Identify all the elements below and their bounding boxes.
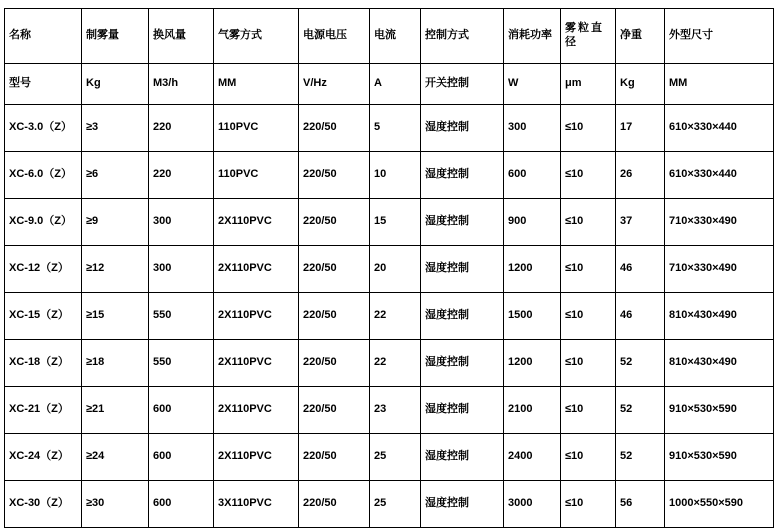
cell-power: 1500 — [504, 293, 561, 340]
cell-power: 600 — [504, 152, 561, 199]
cell-current: 5 — [370, 105, 421, 152]
cell-fog-mode: 2X110PVC — [214, 199, 299, 246]
header-cell-fog-output-label: 制雾量 — [86, 29, 119, 42]
cell-net-weight: 56 — [616, 481, 665, 528]
table-row — [5, 246, 774, 293]
cell-air-volume: 220 — [149, 152, 214, 199]
cell-dimensions: 1000×550×590 — [665, 481, 774, 528]
cell-power: 1200 — [504, 340, 561, 387]
header-cell-control-mode: 控制方式 — [421, 9, 504, 64]
cell-current: 25 — [370, 434, 421, 481]
cell-model: XC-18（Z） — [5, 340, 82, 387]
cell-fog-mode: 2X110PVC — [214, 246, 299, 293]
cell-air-volume: 600 — [149, 387, 214, 434]
cell-fog-mode: 110PVC — [214, 152, 299, 199]
cell-droplet-diameter: ≤10 — [561, 152, 616, 199]
cell-net-weight: 46 — [616, 246, 665, 293]
cell-model: XC-15（Z） — [5, 293, 82, 340]
cell-model: XC-6.0（Z） — [5, 152, 82, 199]
cell-droplet-diameter: ≤10 — [561, 387, 616, 434]
cell-control-mode: 湿度控制 — [421, 152, 504, 199]
units-cell-droplet-diameter: μm — [561, 64, 616, 105]
cell-voltage: 220/50 — [299, 199, 370, 246]
cell-control-mode: 湿度控制 — [421, 387, 504, 434]
header-cell-dimensions: 外型尺寸 — [665, 9, 774, 64]
cell-control-mode: 湿度控制 — [421, 481, 504, 528]
header-cell-air-volume — [149, 9, 214, 64]
cell-power: 3000 — [504, 481, 561, 528]
cell-current: 25 — [370, 481, 421, 528]
header-cell-net-weight: 净重 — [616, 9, 665, 64]
cell-model: XC-30（Z） — [5, 481, 82, 528]
table-row — [5, 105, 774, 152]
cell-current: 23 — [370, 387, 421, 434]
cell-dimensions: 710×330×490 — [665, 246, 774, 293]
cell-dimensions: 610×330×440 — [665, 152, 774, 199]
cell-power: 2400 — [504, 434, 561, 481]
table-row — [5, 293, 774, 340]
cell-control-mode: 湿度控制 — [421, 199, 504, 246]
header-cell-current: 电流 — [370, 9, 421, 64]
header-cell-fog-output — [82, 9, 149, 64]
cell-power: 1200 — [504, 246, 561, 293]
cell-fog-output: ≥30 — [82, 481, 149, 528]
cell-dimensions: 710×330×490 — [665, 199, 774, 246]
cell-power: 900 — [504, 199, 561, 246]
cell-dimensions: 610×330×440 — [665, 105, 774, 152]
cell-net-weight: 37 — [616, 199, 665, 246]
cell-control-mode: 湿度控制 — [421, 105, 504, 152]
cell-current: 10 — [370, 152, 421, 199]
table-row — [5, 152, 774, 199]
cell-air-volume: 550 — [149, 340, 214, 387]
cell-model: XC-24（Z） — [5, 434, 82, 481]
cell-current: 22 — [370, 340, 421, 387]
cell-air-volume: 600 — [149, 481, 214, 528]
cell-current: 15 — [370, 199, 421, 246]
cell-air-volume: 550 — [149, 293, 214, 340]
header-cell-droplet-diameter — [561, 9, 616, 64]
table-row — [5, 434, 774, 481]
units-cell-control-mode: 开关控制 — [421, 64, 504, 105]
cell-droplet-diameter: ≤10 — [561, 340, 616, 387]
cell-voltage: 220/50 — [299, 152, 370, 199]
cell-fog-output: ≥24 — [82, 434, 149, 481]
cell-droplet-diameter: ≤10 — [561, 246, 616, 293]
cell-fog-output: ≥6 — [82, 152, 149, 199]
table-row — [5, 340, 774, 387]
cell-air-volume: 600 — [149, 434, 214, 481]
cell-fog-output: ≥3 — [82, 105, 149, 152]
cell-droplet-diameter: ≤10 — [561, 434, 616, 481]
cell-fog-mode: 2X110PVC — [214, 340, 299, 387]
units-cell-air-volume: M3/h — [149, 64, 214, 105]
cell-voltage: 220/50 — [299, 105, 370, 152]
cell-voltage: 220/50 — [299, 434, 370, 481]
units-cell-dimensions: MM — [665, 64, 774, 105]
header-cell-voltage: 电源电压 — [299, 9, 370, 64]
cell-control-mode: 湿度控制 — [421, 340, 504, 387]
table-row — [5, 481, 774, 528]
cell-voltage: 220/50 — [299, 387, 370, 434]
cell-voltage: 220/50 — [299, 293, 370, 340]
table-header-row — [5, 9, 774, 64]
cell-power: 2100 — [504, 387, 561, 434]
cell-dimensions: 810×430×490 — [665, 293, 774, 340]
cell-net-weight: 52 — [616, 340, 665, 387]
cell-net-weight: 26 — [616, 152, 665, 199]
cell-dimensions: 910×530×590 — [665, 387, 774, 434]
cell-model: XC-21（Z） — [5, 387, 82, 434]
header-cell-name: 名称 — [5, 9, 82, 64]
cell-fog-mode: 110PVC — [214, 105, 299, 152]
cell-net-weight: 52 — [616, 387, 665, 434]
units-cell-power: W — [504, 64, 561, 105]
cell-fog-output: ≥9 — [82, 199, 149, 246]
cell-fog-output: ≥12 — [82, 246, 149, 293]
cell-net-weight: 17 — [616, 105, 665, 152]
table-units-row — [5, 64, 774, 105]
units-cell-voltage: V/Hz — [299, 64, 370, 105]
cell-fog-mode: 3X110PVC — [214, 481, 299, 528]
table-row — [5, 199, 774, 246]
cell-droplet-diameter: ≤10 — [561, 105, 616, 152]
cell-model: XC-9.0（Z） — [5, 199, 82, 246]
cell-fog-mode: 2X110PVC — [214, 293, 299, 340]
cell-model: XC-3.0（Z） — [5, 105, 82, 152]
units-cell-net-weight: Kg — [616, 64, 665, 105]
cell-current: 22 — [370, 293, 421, 340]
cell-air-volume: 220 — [149, 105, 214, 152]
cell-droplet-diameter: ≤10 — [561, 293, 616, 340]
cell-model: XC-12（Z） — [5, 246, 82, 293]
units-cell-fog-mode: MM — [214, 64, 299, 105]
units-cell-model: 型号 — [5, 64, 82, 105]
header-cell-power-label: 消耗功率 — [508, 29, 552, 42]
units-cell-current: A — [370, 64, 421, 105]
cell-droplet-diameter: ≤10 — [561, 199, 616, 246]
cell-net-weight: 52 — [616, 434, 665, 481]
cell-droplet-diameter: ≤10 — [561, 481, 616, 528]
cell-air-volume: 300 — [149, 246, 214, 293]
table-row — [5, 387, 774, 434]
cell-current: 20 — [370, 246, 421, 293]
cell-air-volume: 300 — [149, 199, 214, 246]
cell-dimensions: 810×430×490 — [665, 340, 774, 387]
cell-power: 300 — [504, 105, 561, 152]
cell-fog-mode: 2X110PVC — [214, 387, 299, 434]
cell-net-weight: 46 — [616, 293, 665, 340]
specification-table — [4, 8, 774, 528]
cell-control-mode: 湿度控制 — [421, 434, 504, 481]
header-cell-fog-mode: 气雾方式 — [214, 9, 299, 64]
cell-control-mode: 湿度控制 — [421, 293, 504, 340]
cell-fog-output: ≥15 — [82, 293, 149, 340]
cell-control-mode: 湿度控制 — [421, 246, 504, 293]
header-cell-droplet-diameter-label: 雾粒直径 — [565, 22, 604, 48]
cell-fog-output: ≥18 — [82, 340, 149, 387]
cell-fog-mode: 2X110PVC — [214, 434, 299, 481]
cell-dimensions: 910×530×590 — [665, 434, 774, 481]
header-cell-air-volume-label: 换风量 — [153, 29, 186, 42]
cell-voltage: 220/50 — [299, 481, 370, 528]
header-cell-power — [504, 9, 561, 64]
cell-voltage: 220/50 — [299, 246, 370, 293]
cell-voltage: 220/50 — [299, 340, 370, 387]
units-cell-fog-output: Kg — [82, 64, 149, 105]
cell-fog-output: ≥21 — [82, 387, 149, 434]
